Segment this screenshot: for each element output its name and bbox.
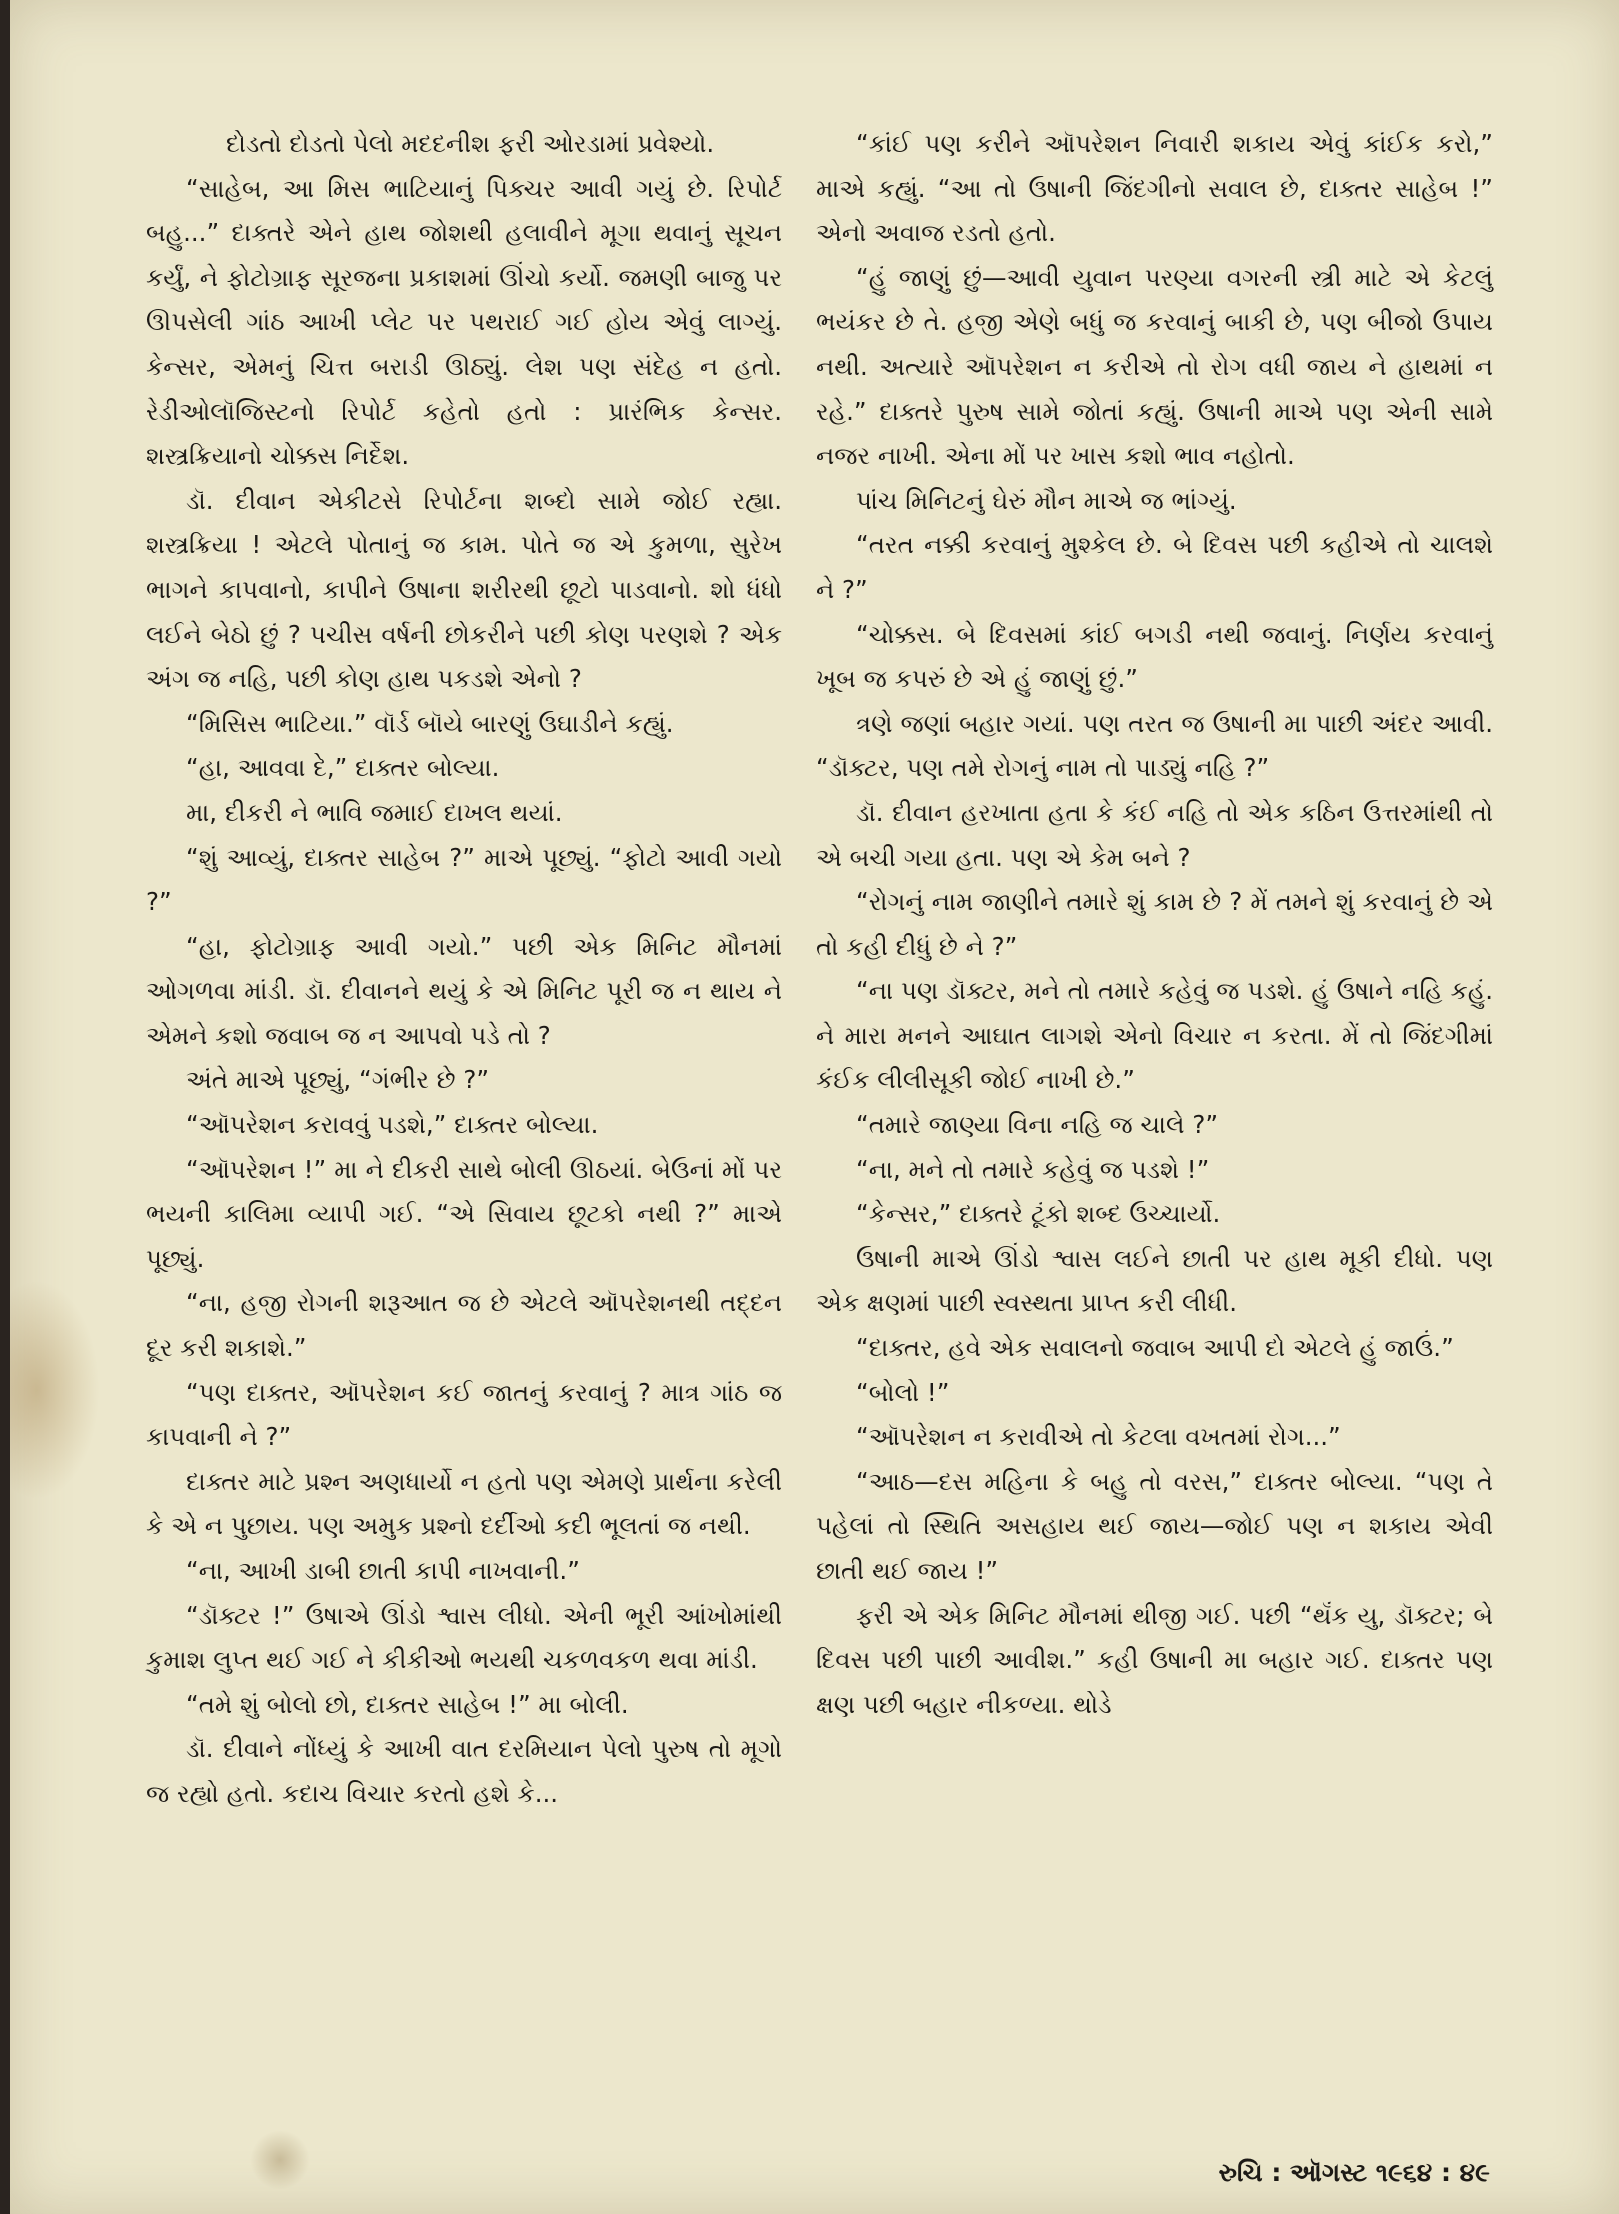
paragraph: “રોગનું નામ જાણીને તમારે શું કામ છે ? મેં તમને શું કરવાનું છે એ તો કહી દીધું છે ને ?” xyxy=(816,887,1493,961)
paragraph: “કાંઈ પણ કરીને ઑપરેશન નિવારી શકાય એવું કાંઈક કરો,” માએ કહ્યું. “આ તો ઉષાની જિંદગીનો સવાલ છે, દાક્તર સાહેબ !” એનો અવાજ રડતો હતો. xyxy=(816,129,1493,248)
paragraph: ડૉ. દીવાન એકીટસે રિપોર્ટના શબ્દો સામે જોઈ રહ્યા. શસ્ત્રક્રિયા ! એટલે પોતાનું જ કામ. પોતે જ એ કુમળા, સુરેખ ભાગને કાપવાનો, કાપીને ઉષાના શરીરથી છૂટો પાડવાનો. શો ધંધો લઈને બેઠો છું ? પચીસ વર્ષની છોકરીને પછી કોણ પરણશે ? એક અંગ જ નહિ, પછી કોણ હાથ પકડશે એનો ? xyxy=(146,485,782,694)
paragraph: “ઑપરેશન !” મા ને દીકરી સાથે બોલી ઊઠયાં. બેઉનાં મોં પર ભયની કાલિમા વ્યાપી ગઈ. “એ સિવાય છૂટકો નથી ?” માએ પૂછ્યું. xyxy=(146,1154,782,1273)
paragraph: “તમે શું બોલો છો, દાક્તર સાહેબ !” મા બોલી. xyxy=(186,1689,629,1719)
paragraph: પાંચ મિનિટનું ઘેરું મૌન માએ જ ભાંગ્યું. xyxy=(856,485,1237,515)
paragraph: દોડતો દોડતો પેલો મદદનીશ ફરી ઓરડામાં પ્રવેશ્યો. xyxy=(226,129,715,158)
paragraph: “ઑપરેશન કરાવવું પડશે,” દાક્તર બોલ્યા. xyxy=(186,1110,599,1140)
paragraph: ત્રણે જણાં બહાર ગયાં. પણ તરત જ ઉષાની મા પાછી અંદર આવી. “ડૉક્ટર, પણ તમે રોગનું નામ તો પાડ્યું નહિ ?” xyxy=(816,708,1493,783)
paragraph: ઉષાની માએ ઊંડો શ્વાસ લઈને છાતી પર હાથ મૂકી દીધો. પણ એક ક્ષણમાં પાછી સ્વસ્થતા પ્રાપ્ત કરી લીધી. xyxy=(816,1243,1493,1318)
paragraph: “ચોક્કસ. બે દિવસમાં કાંઈ બગડી નથી જવાનું. નિર્ણય કરવાનું ખૂબ જ કપરું છે એ હું જાણું છું.” xyxy=(816,619,1493,694)
left-text-column xyxy=(146,122,782,1817)
paragraph: “ડૉક્ટર !” ઉષાએ ઊંડો શ્વાસ લીધો. એની ભૂરી આંખોમાંથી કુમાશ લુપ્ત થઈ ગઈ ને કીકીઓ ભયથી ચકળવકળ થવા માંડી. xyxy=(146,1600,782,1675)
paragraph: મા, દીકરી ને ભાવિ જમાઈ દાખલ થયાં. xyxy=(186,797,563,827)
paragraph: ડૉ. દીવાન હરખાતા હતા કે કંઈ નહિ તો એક કઠિન ઉત્તરમાંથી તો એ બચી ગયા હતા. પણ એ કેમ બને ? xyxy=(816,797,1493,872)
paragraph: દાક્તર માટે પ્રશ્ન અણધાર્યો ન હતો પણ એમણે પ્રાર્થના કરેલી કે એ ન પુછાય. પણ અમુક પ્રશ્નો દર્દીઓ કદી ભૂલતાં જ નથી. xyxy=(146,1466,782,1541)
paragraph: “ના, મને તો તમારે કહેવું જ પડશે !” xyxy=(856,1154,1210,1184)
paragraph: “કેન્સર,” દાક્તરે ટૂંકો શબ્દ ઉચ્ચાર્યો. xyxy=(856,1199,1221,1229)
paragraph: “આઠ—દસ મહિના કે બહુ તો વરસ,” દાક્તર બોલ્યા. “પણ તે પહેલાં તો સ્થિતિ અસહાય થઈ જાય—જોઈ પણ ન શકાય એવી છાતી થઈ જાય !” xyxy=(816,1466,1493,1585)
paragraph: ડૉ. દીવાને નોંધ્યું કે આખી વાત દરમિયાન પેલો પુરુષ તો મૂગો જ રહ્યો હતો. કદાચ વિચાર કરતો હશે કે... xyxy=(146,1734,782,1808)
paragraph: “શું આવ્યું, દાક્તર સાહેબ ?” માએ પૂછ્યું. “ફોટો આવી ગયો ?” xyxy=(146,842,782,917)
paragraph: “સાહેબ, આ મિસ ભાટિયાનું પિક્ચર આવી ગયું છે. રિપોર્ટ બહુ...” દાક્તરે એને હાથ જોશથી હલાવીને મૂગા થવાનું સૂચન કર્યું, ને ફોટોગ્રાફ સૂરજના પ્રકાશમાં ઊંચો કર્યો. જમણી બાજુ પર ઊપસેલી ગાંઠ આખી પ્લેટ પર પથરાઈ ગઈ હોય એવું લાગ્યું. કેન્સર, એમનું ચિત્ત બરાડી ઊઠ્યું. લેશ પણ સંદેહ ન હતો. રેડીઓલૉજિસ્ટનો રિપોર્ટ કહેતો હતો : પ્રારંભિક કેન્સર. શસ્ત્રક્રિયાનો ચોક્કસ નિર્દેશ. xyxy=(146,173,782,471)
page-stain xyxy=(250,2130,310,2190)
paragraph: “તરત નક્કી કરવાનું મુશ્કેલ છે. બે દિવસ પછી કહીએ તો ચાલશે ને ?” xyxy=(816,530,1493,604)
magazine-page xyxy=(10,0,1619,2214)
paragraph: “હું જાણું છું—આવી યુવાન પરણ્યા વગરની સ્ત્રી માટે એ કેટલું ભયંકર છે તે. હજી એણે બધું જ કરવાનું બાકી છે, પણ બીજો ઉપાય નથી. અત્યારે ઑપરેશન ન કરીએ તો રોગ વધી જાય ને હાથમાં ન રહે.” દાક્તરે પુરુષ સામે જોતાં કહ્યું. ઉષાની માએ પણ એની સામે નજર નાખી. એના મોં પર ખાસ કશો ભાવ નહોતો. xyxy=(816,262,1493,471)
paragraph: “હા, ફોટોગ્રાફ આવી ગયો.” પછી એક મિનિટ મૌનમાં ઓગળવા માંડી. ડૉ. દીવાનને થયું કે એ મિનિટ પૂરી જ ન થાય ને એમને કશો જવાબ જ ન આપવો પડે તો ? xyxy=(146,931,782,1050)
paragraph: “ના પણ ડૉક્ટર, મને તો તમારે કહેવું જ પડશે. હું ઉષાને નહિ કહું. ને મારા મનને આઘાત લાગશે એનો વિચાર ન કરતા. મેં તો જિંદગીમાં કંઈક લીલીસૂકી જોઈ નાખી છે.” xyxy=(816,976,1493,1095)
paragraph: “મિસિસ ભાટિયા.” વૉર્ડ બૉયે બારણું ઉઘાડીને કહ્યું. xyxy=(186,708,674,738)
paragraph: “ઑપરેશન ન કરાવીએ તો કેટલા વખતમાં રોગ...” xyxy=(856,1422,1341,1452)
paragraph: “પણ દાક્તર, ઑપરેશન કઈ જાતનું કરવાનું ? માત્ર ગાંઠ જ કાપવાની ને ?” xyxy=(146,1377,782,1452)
paragraph: ફરી એ એક મિનિટ મૌનમાં થીજી ગઈ. પછી “થૅંક યુ, ડૉક્ટર; બે દિવસ પછી પાછી આવીશ.” કહી ઉષાની મા બહાર ગઈ. દાક્તર પણ ક્ષણ પછી બહાર નીકળ્યા. થોડે xyxy=(816,1600,1493,1719)
page-footer: રુચિ : ઑગસ્ટ ૧૯૬૪ : ૪૯ xyxy=(1218,2158,1490,2187)
paragraph: “ના, હજી રોગની શરૂઆત જ છે એટલે ઑપરેશનથી તદ્દન દૂર કરી શકાશે.” xyxy=(146,1288,782,1363)
paragraph: “તમારે જાણ્યા વિના નહિ જ ચાલે ?” xyxy=(856,1110,1219,1140)
paragraph: અંતે માએ પૂછ્યું, “ગંભીર છે ?” xyxy=(186,1065,490,1095)
paragraph: “હા, આવવા દે,” દાક્તર બોલ્યા. xyxy=(186,753,500,783)
paragraph: “ના, આખી ડાબી છાતી કાપી નાખવાની.” xyxy=(186,1556,580,1585)
paragraph: “દાક્તર, હવે એક સવાલનો જવાબ આપી દો એટલે હું જાઉં.” xyxy=(856,1333,1454,1363)
right-text-column xyxy=(816,122,1493,1727)
paragraph: “બોલો !” xyxy=(856,1377,950,1407)
page-stain xyxy=(10,1280,100,1500)
